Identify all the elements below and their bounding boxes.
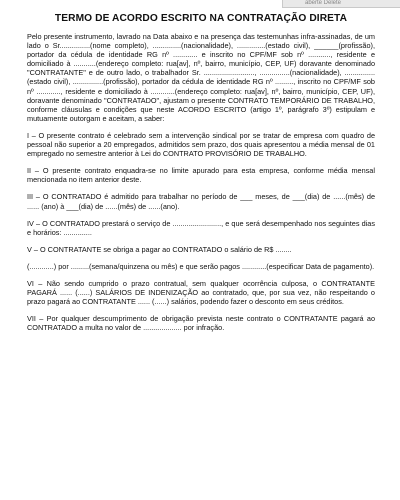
document-body [27,12,375,332]
clause-vi: VI – Não sendo cumprido o prazo contratual, sem qualquer ocorrência culposa, o CONTRATANTE PAGARÁ ...... (......) SALÁRIOS DE INDENIZAÇÃO ao contratado, que, por sua vez, não respeitando o prazo pagará ao CONTRATANTE ...... (......) salários, podendo fazer o desconto em seus créditos. [27,278,375,307]
clause-i: I – O presente contrato é celebrado sem a intervenção sindical por se tratar de empresa com quadro de pessoal não superior a 20 empregados, admitidos sem prazo, dos quais apresentou a média mensal de 01 empregado no semestre anterior à Lei do CONTRATO PROVISÓRIO DE TRABALHO. [27,130,375,159]
clause-v-continued: (............) por .........(semana/quinzena ou mês) e que serão pagos ............(especificar Data de pagamento). [27,261,375,271]
clause-v: V – O CONTRATANTE se obriga a pagar ao CONTRATADO o salário de R$ ........ [27,244,292,254]
clause-iii: III – O CONTRATADO é admitido para trabalhar no período de ___ meses, de ___(dia) de ......(mês) de ...... (ano) à ___(dia) de ......(mês) de ......(ano). [27,192,375,211]
clause-vii: VII – Por qualquer descumprimento de obrigação prevista neste contrato o CONTRATANTE pagará ao CONTRATADO a multa no valor de ................... por infração. [27,314,375,333]
clause-iv: IV – O CONTRATADO prestará o serviço de ........................, e que será desempenhado nos seguintes dias e horários: .............. [27,218,375,237]
toolbar-strip [282,0,400,8]
preamble-paragraph: Pelo presente instrumento, lavrado na Data abaixo e na presença das testemunhas infra-assinadas, de um lado o Sr...............(nome completo), ..............(nacionalidade), ..............(estado civil), ______(profissão), portador da cédula de identidade RG nº ............ e inscrito no CPF/MF sob nº ..........., residente e domiciliado à ...........(endereço completo: rua[av], nº, bairro, município, CEP, UF) doravante denominado "CONTRATANTE" e de outro lado, o trabalhador Sr. ........................., ...............(nacionalidade), ...............(estado civil), ...............(profissão), portador da cédula de identidade RG nº ........., inscrito no CPF/MF sob nº ............, residente e domiciliado à ............(endereço completo: rua[av], nº, bairro, município, CEP, UF), doravante denominado "CONTRATADO", ajustam o presente CONTRATO TEMPORÁRIO DE TRABALHO, conforme cláusulas e condições que neste ACORDO ESCRITO (artigo 1º, parágrafo 3º) estipulam e mutuamente outorgam e aceitam, a saber: [27,32,375,123]
toolbar-strip-text: aberte Delete [305,0,342,6]
clause-ii: II – O presente contrato enquadra-se no limite apurado para esta empresa, conforme média mensal mencionada no item anterior deste. [27,166,375,185]
document-title: TERMO DE ACORDO ESCRITO NA CONTRATAÇÃO DIRETA [54,13,348,24]
